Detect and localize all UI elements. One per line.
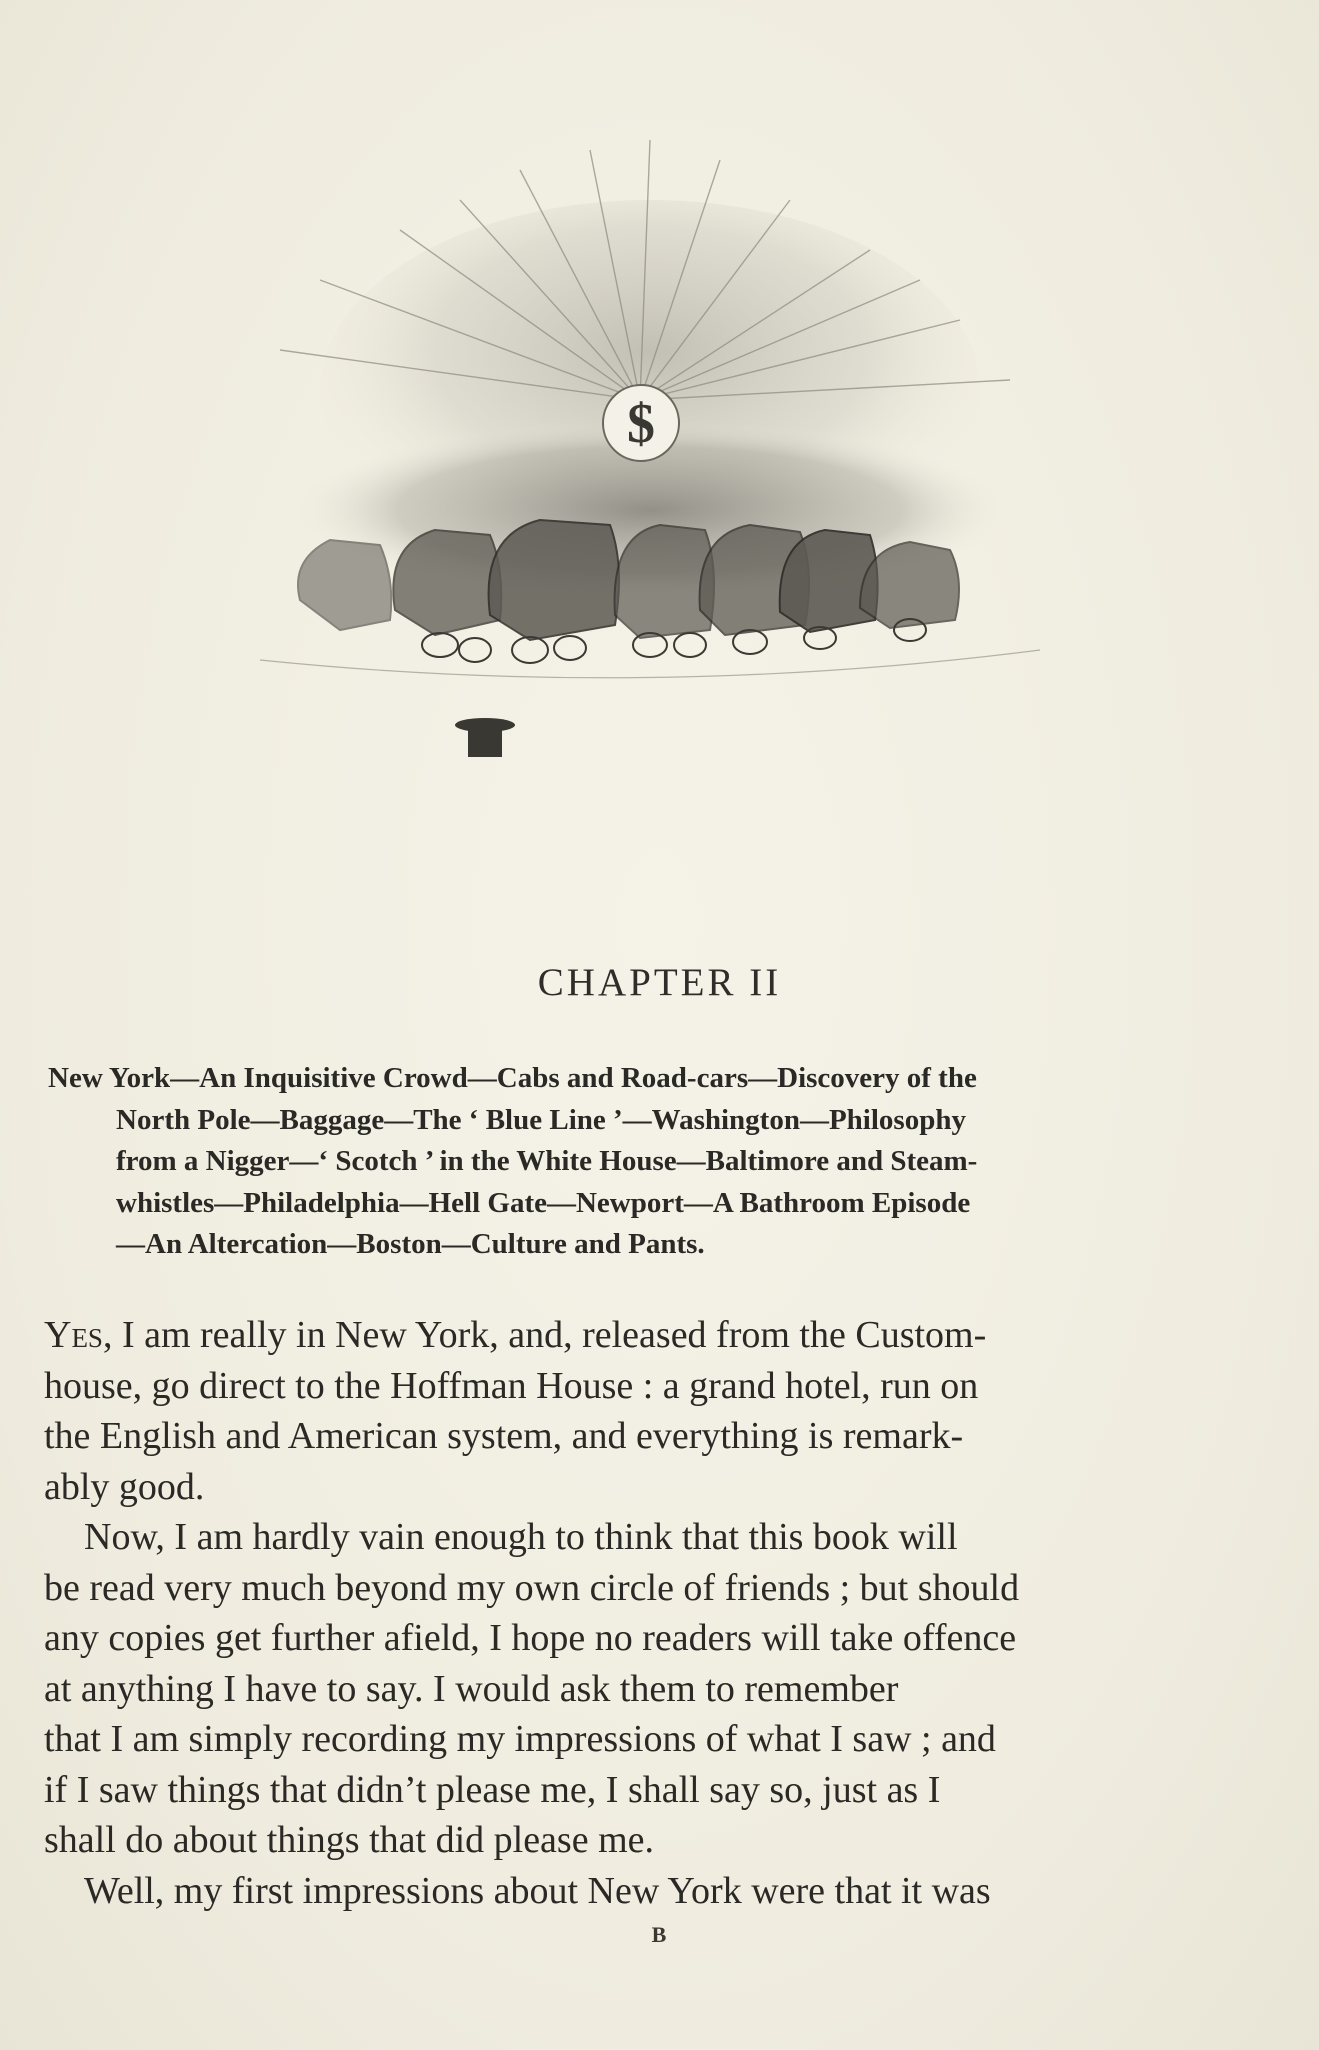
synopsis-line: North Pole—Baggage—The ‘ Blue Line ’—Washington—Philosophy xyxy=(116,1103,966,1136)
ground-shadow xyxy=(260,650,1040,678)
signature-mark: B xyxy=(651,1922,668,1947)
chapter-title: CHAPTER II xyxy=(537,961,782,1004)
chapter-headpiece-illustration xyxy=(220,140,1100,840)
body-text xyxy=(44,1310,1194,1916)
body-line: Now, I am hardly vain enough to think that this book will xyxy=(84,1516,958,1558)
synopsis-line: whistles—Philadelphia—Hell Gate—Newport—A Bathroom Episode xyxy=(116,1186,971,1219)
body-line: the English and American system, and everything is remark- xyxy=(44,1415,964,1457)
synopsis-line: —An Altercation—Boston—Culture and Pants. xyxy=(116,1228,705,1260)
body-line: Well, my first impressions about New York were that it was xyxy=(84,1869,991,1912)
body-line: at anything I have to say. I would ask them to remember xyxy=(44,1667,899,1710)
body-line: shall do about things that did please me. xyxy=(44,1819,655,1861)
body-line: house, go direct to the Hoffman House : a grand hotel, run on xyxy=(44,1364,979,1407)
body-line: any copies get further afield, I hope no readers will take offence xyxy=(44,1617,1017,1659)
body-line: if I saw things that didn’t please me, I shall say so, just as I xyxy=(44,1768,941,1811)
synopsis-line: from a Nigger—‘ Scotch ’ in the White House—Baltimore and Steam- xyxy=(116,1145,978,1177)
body-line: that I am simply recording my impressions of what I saw ; and xyxy=(44,1718,996,1760)
top-hat xyxy=(455,718,515,757)
synopsis-line: New York—An Inquisitive Crowd—Cabs and Road-cars—Discovery of the xyxy=(48,1062,977,1094)
chapter-synopsis xyxy=(48,1058,1198,1266)
opening-word: Yes xyxy=(44,1314,103,1356)
body-line: be read very much beyond my own circle of friends ; but should xyxy=(44,1566,1020,1609)
body-line: ably good. xyxy=(44,1465,205,1508)
body-line-text: , I am really in New York, and, released from the Custom- xyxy=(102,1314,987,1356)
body-line xyxy=(44,1310,1194,1361)
dollar-sign: $ xyxy=(627,393,655,455)
